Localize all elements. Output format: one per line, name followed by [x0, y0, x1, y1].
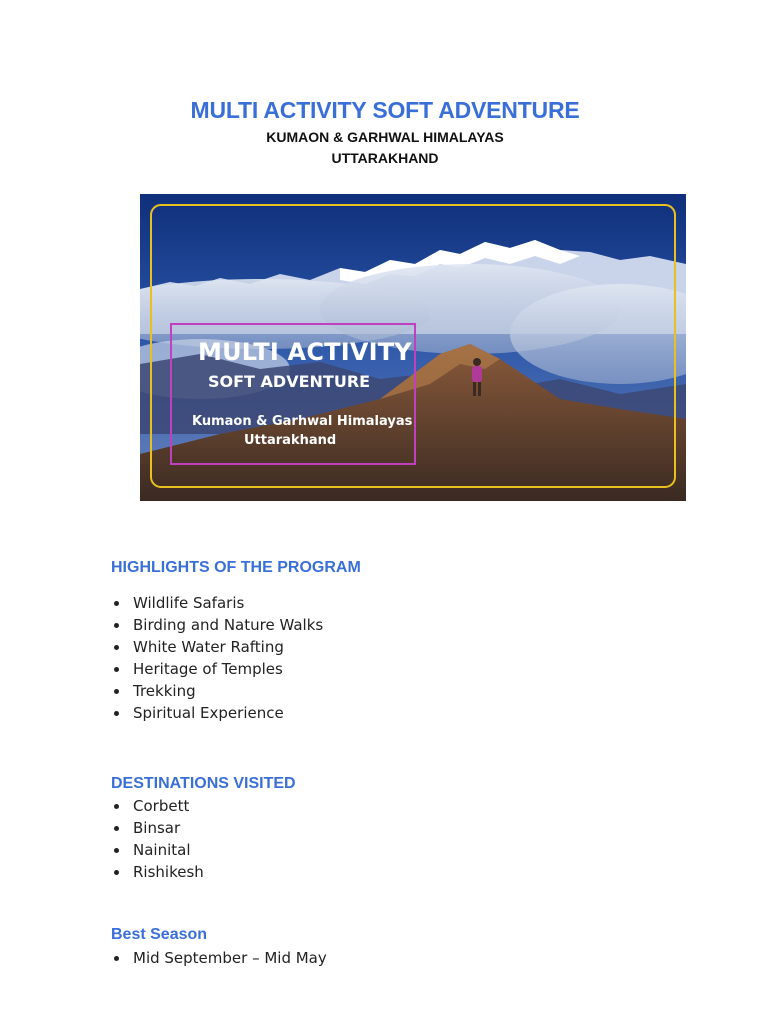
- list-item: [111, 614, 323, 636]
- bullet-icon: [114, 601, 119, 606]
- list-item: [111, 947, 327, 969]
- list-item-label: Mid September – Mid May: [133, 949, 327, 967]
- list-item: [111, 817, 204, 839]
- bullet-icon: [114, 956, 119, 961]
- list-item-label: Nainital: [133, 841, 191, 859]
- page-subtitle-region: KUMAON & GARHWAL HIMALAYAS: [266, 129, 504, 145]
- list-item: [111, 636, 323, 658]
- list-item-label: Binsar: [133, 819, 181, 837]
- highlights-heading: HIGHLIGHTS OF THE PROGRAM: [111, 559, 361, 576]
- bullet-icon: [114, 826, 119, 831]
- season-heading: Best Season: [111, 926, 208, 943]
- list-item-label: Heritage of Temples: [133, 660, 283, 678]
- list-item: [111, 702, 323, 724]
- list-item-label: Rishikesh: [133, 863, 204, 881]
- bullet-icon: [114, 848, 119, 853]
- bullet-icon: [114, 623, 119, 628]
- destinations-list: [111, 795, 204, 883]
- destinations-heading: DESTINATIONS VISITED: [111, 775, 296, 792]
- page-title: MULTI ACTIVITY SOFT ADVENTURE: [190, 97, 580, 123]
- banner-image: [140, 194, 686, 501]
- list-item: [111, 658, 323, 680]
- list-item: [111, 795, 204, 817]
- list-item-label: Trekking: [133, 682, 196, 700]
- bullet-icon: [114, 645, 119, 650]
- list-item: [111, 861, 204, 883]
- bullet-icon: [114, 870, 119, 875]
- bullet-icon: [114, 711, 119, 716]
- season-list: [111, 947, 327, 969]
- bullet-icon: [114, 667, 119, 672]
- banner-headline: MULTI ACTIVITY: [198, 338, 412, 366]
- list-item: [111, 839, 204, 861]
- banner-state: Uttarakhand: [244, 433, 337, 448]
- highlights-list: [111, 592, 323, 724]
- list-item-label: Corbett: [133, 797, 190, 815]
- list-item-label: White Water Rafting: [133, 638, 284, 656]
- list-item-label: Wildlife Safaris: [133, 594, 245, 612]
- page-subtitle-state: UTTARAKHAND: [331, 150, 439, 166]
- banner-region: Kumaon & Garhwal Himalayas: [192, 414, 413, 429]
- banner-subheadline: SOFT ADVENTURE: [208, 372, 371, 391]
- list-item-label: Spiritual Experience: [133, 704, 284, 722]
- list-item: [111, 680, 323, 702]
- bullet-icon: [114, 804, 119, 809]
- bullet-icon: [114, 689, 119, 694]
- list-item-label: Birding and Nature Walks: [133, 616, 324, 634]
- list-item: [111, 592, 323, 614]
